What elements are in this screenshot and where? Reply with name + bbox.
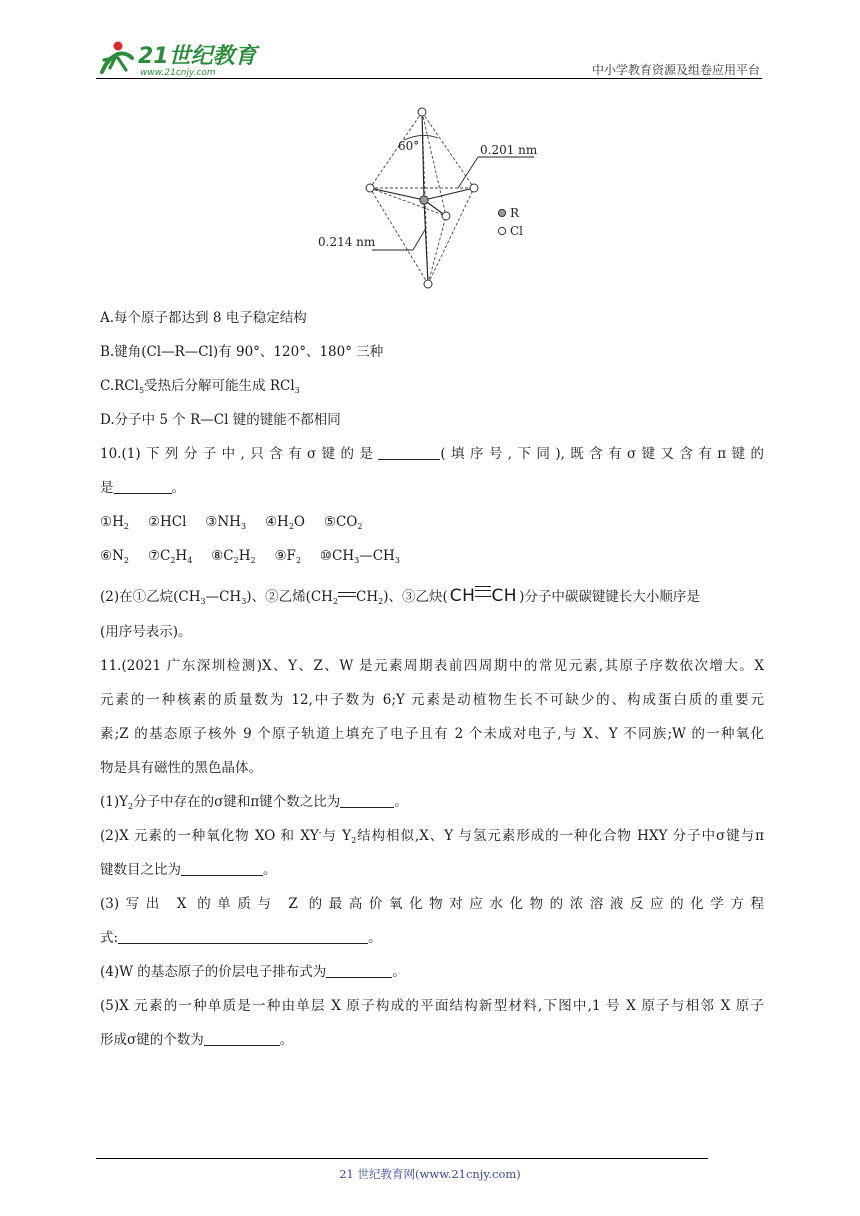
q10-blank-1 [378, 445, 440, 460]
legend-r-marker [498, 209, 505, 216]
option-c: C.RCl$_5$受热后分解可能生成 RCl$_3$ [100, 378, 300, 395]
footer-divider [96, 1158, 708, 1159]
q11-part3-line2: 式: 。 [100, 930, 382, 946]
option-a: A.每个原子都达到 8 电子稳定结构 [100, 310, 307, 326]
r-atom-center [420, 196, 428, 204]
q10-part1-line2: 是 。 [100, 480, 185, 496]
q11-part2-line2: 键数目之比为 。 [100, 862, 277, 878]
legend-cl-label: Cl [510, 224, 524, 238]
q11-part2-line1: (2)X 元素的一种氧化物 XO 和 XY-与 $Y_2$结构相似,X、Y 与氢元素形成的一种化合物 HXY 分子中σ键与π [100, 828, 764, 845]
q11-blank-2 [181, 861, 263, 876]
q11-part1: $(1)Y_2$分子中存在的σ键和π键个数之比为 。 [100, 794, 408, 811]
header-divider [96, 78, 762, 79]
q10-molecule-list-2: $⑥N_2$ $⑦C_2H_4$ $⑧C_2H_2$ $⑨F_2$ $⑩CH_3—CH_3$ [100, 548, 400, 565]
q10-part2-line2: (用序号表示)。 [100, 624, 192, 640]
cl-atom-left [366, 184, 374, 192]
q11-stem-line1: 11.(2021 广东深圳检测)X、Y、Z、W 是元素周期表前四周期中的常见元素,其原子序数依次增大。X [100, 658, 764, 674]
logo-text: 21世纪教育 [138, 44, 257, 69]
cl-atom-front [442, 212, 450, 220]
legend-cl-marker [498, 227, 505, 234]
q11-stem-line3: 素;Z 的基态原子核外 9 个原子轨道上填充了电子且有 2 个未成对电子,与 X、Y 不同族;W 的一种氧化 [100, 726, 764, 742]
q11-part5-line1: (5)X 元素的一种单质是一种由单层 X 原子构成的平面结构新型材料,下图中,1 号 X 原子与相邻 X 原子 [100, 998, 764, 1014]
q10-part1-line1: 10.(1)下列分子中,只含有σ键的是 (填序号,下同),既含有σ键又含有π键的 [100, 446, 764, 462]
rcl5-structure-figure [310, 100, 550, 300]
q11-stem-line4: 物是具有磁性的黑色晶体。 [100, 760, 262, 776]
q11-blank-1 [340, 793, 394, 808]
cl-atom-right [470, 184, 478, 192]
logo-url: www.21cnjy.com [140, 68, 216, 78]
ethyne-structure: CH CH [449, 586, 518, 606]
q11-blank-5 [204, 1031, 280, 1046]
footer-site-text: 21 世纪教育网(www.21cnjy.com) [339, 1167, 521, 1181]
q11-stem-line2: 元素的一种核素的质量数为 12,中子数为 6;Y 元素是动植物生长不可缺少的、构成蛋白质的重要元 [100, 692, 764, 708]
triple-bond-symbol [475, 586, 491, 597]
q11-part3-line1: (3)写出 X 的单质与 Z 的最高价氧化物对应水化物的浓溶液反应的化学方程 [100, 896, 764, 912]
header-platform-text: 中小学教育资源及组卷应用平台 [591, 63, 760, 77]
q10-blank-2 [114, 479, 172, 494]
q10-part2-line1: (2)在①乙烷$(CH_3—CH_3)$、②乙烯($CH_2$ $CH_2$)、③乙炔( CH CH )分子中碳碳键键长大小顺序是 [100, 586, 700, 606]
q10-molecule-list-1: $①H_2$ ②HCl $③NH_3$ $④H_2O$ $⑤CO_2$ [100, 514, 363, 531]
q11-part5-line2: 形成σ键的个数为 。 [100, 1032, 294, 1048]
option-d: D.分子中 5 个 R—Cl 键的键能不都相同 [100, 412, 341, 428]
long-bond-label: 0.201 nm [480, 143, 538, 157]
q11-blank-4 [326, 963, 392, 978]
q11-blank-3 [118, 929, 368, 944]
option-b: B.键角(Cl—R—Cl)有 90°、120°、180° 三种 [100, 344, 384, 360]
short-bond-label: 0.214 nm [318, 235, 376, 249]
legend-r-label: R [510, 206, 520, 220]
cl-atom-bottom [424, 280, 432, 288]
site-logo [96, 36, 266, 80]
cl-atom-top [418, 108, 426, 116]
double-bond-symbol [338, 592, 356, 597]
q11-part4: (4)W 的基态原子的价层电子排布式为 。 [100, 964, 406, 980]
angle-label: 60° [398, 139, 420, 153]
